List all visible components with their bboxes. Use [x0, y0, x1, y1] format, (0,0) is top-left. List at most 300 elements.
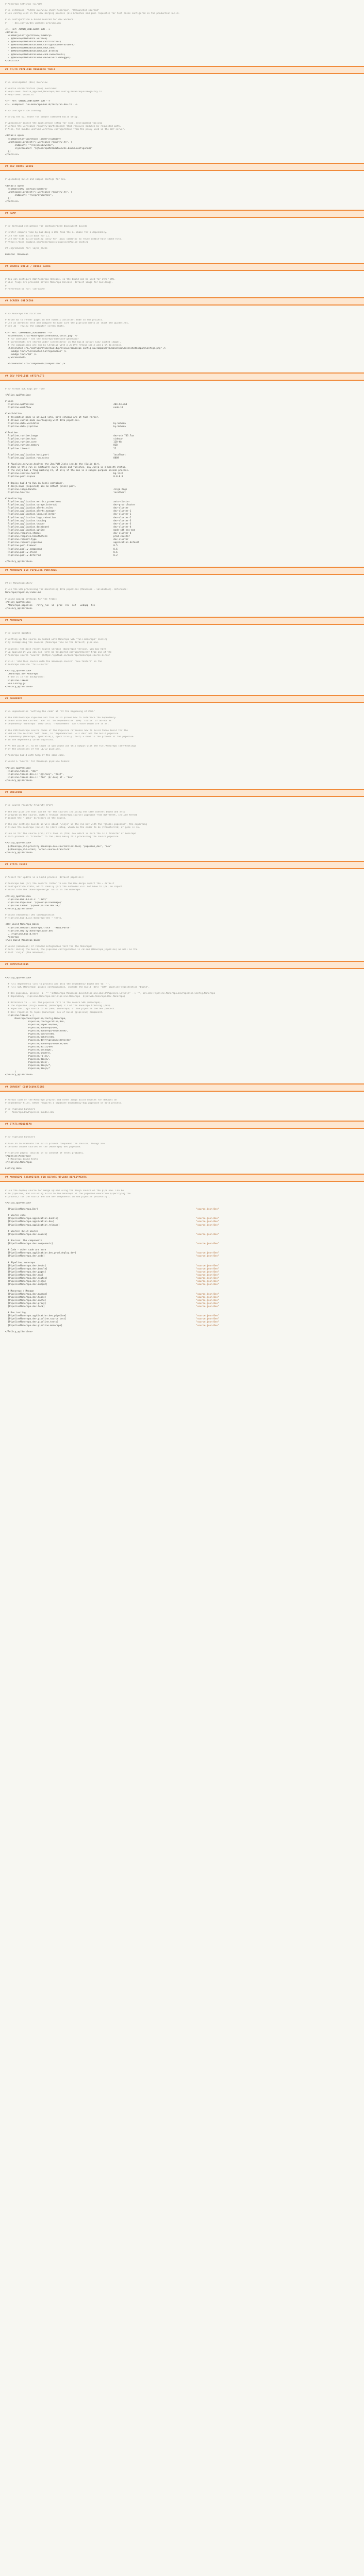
- setting-value: dev-cluster: [113, 507, 129, 510]
- section-heading: ## COMPUTATIONS: [5, 963, 29, 967]
- setting-key: [PipelineMonorepo.dev.routes]: [5, 1277, 47, 1280]
- text-block: [0, 707, 364, 786]
- text-line: Pipeline/Build/dev: [5, 1045, 53, 1048]
- text-line: <details open>: [5, 134, 25, 138]
- setting-key: Pipeline.application.tracing: [5, 519, 46, 522]
- setting-source: "source.json-Dev": [196, 1233, 219, 1236]
- setting-value: localhost: [113, 491, 126, 494]
- setting-key: [PipelineMonorepo.dev.jinja]: [5, 1280, 46, 1283]
- setting-key: [PipelineMonorepo.application.bundle]: [5, 1217, 59, 1221]
- section-banner-stats-check: [0, 861, 364, 869]
- text-line: - ${MonorepoMetadataCache.devLinks}: [5, 47, 56, 50]
- text-line: <details>: [5, 31, 18, 34]
- section-banner-stats-monorepo: [0, 1121, 364, 1129]
- text-line: # Reference(s) for: lib-cache: [5, 287, 45, 291]
- setting-key: [PipelineMonorepo.dev.code]: [5, 1255, 45, 1258]
- section-heading: ## CI/CD PIPELINE MONOREPO TOOLS: [5, 68, 56, 71]
- text-line: Monorepo/dev/Pipeline/config.Monorepo,: [5, 1017, 67, 1020]
- text-line: # RAM on the related "not" ones, in "Dependencies. Full dev" and the build pipeline: [5, 732, 119, 735]
- setting-source: "source.json-Dev": [196, 1293, 219, 1296]
- text-line: <Dev_Build_Monorepo_Base>: [5, 923, 40, 926]
- text-line: <details open>: [5, 184, 25, 188]
- setting-key: Pipeline.runtime.memory: [5, 444, 40, 447]
- setting-source: "source.json-Dev": [196, 1270, 219, 1274]
- text-line: <Policy_apiVersion>: [5, 601, 31, 604]
- setting-key: Pipeline.application.logs.retention: [5, 516, 56, 519]
- section-banner-current-configurations: [0, 1083, 364, 1092]
- setting-source: "source.json-Dev": [196, 1264, 219, 1267]
- blank-line: [0, 955, 364, 958]
- text-line: # Reference to -- all the pipeline refs in the source SDK (monorepo).: [5, 1002, 102, 1005]
- text-line: # Dev: Pipeline to repos (monorepo) dev of build (pipeline) component.: [5, 1011, 104, 1014]
- setting-key: Pipeline.response.healthcheck: [5, 535, 47, 538]
- text-line: .workspace.project("/.workspace-registry.ts", {: [5, 191, 72, 194]
- setting-value: localhost: [113, 453, 126, 456]
- text-line: # Bundle orchestration (Dev) overview:: [5, 88, 57, 91]
- section-heading: ## SCREEN CHECKING: [5, 299, 34, 302]
- text-line: Pipeline/pipeline/dev,: [5, 1023, 59, 1026]
- text-line: # Sources: the most recent source version (monorepo) version, you may have: [5, 648, 106, 651]
- setting-source: "source.json-Dev": [196, 1217, 219, 1221]
- text-line: # >> Development (Dev) Overview: [5, 81, 47, 84]
- setting-value: 8889: [113, 456, 119, 460]
- setting-key: # Source: Build Source: [5, 1230, 38, 1233]
- settings-table: [0, 394, 364, 564]
- setting-key: # Monorepo / Manage: [5, 1290, 34, 1293]
- text-line: Related Monorepo: [5, 253, 28, 257]
- text-line: # Use the same build base for CI.: [5, 234, 51, 238]
- setting-key: # Source code: [5, 1214, 26, 1217]
- text-line: <Policy_apiVersion>: [5, 842, 31, 845]
- text-line: Pipeline.tokens.Dev.i: "fid" [$/.dev] of ~ "dev": [5, 776, 74, 779]
- section-heading: ## MONOREPO: [5, 697, 23, 700]
- section-heading: ## MONOREPO: [5, 619, 23, 622]
- text-line: </Pipeline.Monorepo>: [5, 1161, 32, 1164]
- table-row: [0, 1331, 364, 1334]
- text-line: endpoint: ""/ns/preview/dev",: [5, 144, 55, 147]
- text-line: # Repo-level bundle_applied_Monorepo/dev.config/devWorkspaceRegistry.ts: [5, 91, 102, 94]
- setting-source: "source.json-Dev": [196, 1267, 219, 1270]
- text-line: # - dev.config/dev-workers-preview.yml: [5, 22, 61, 25]
- setting-key: [PipelineMonorepo.dev.pipeline.monorepo]: [5, 1324, 63, 1327]
- setting-key: Pipeline.pool.v.component: [5, 548, 42, 551]
- text-line: Pipeline/Ingest/,: [5, 1052, 52, 1055]
- blank-line: [0, 204, 364, 207]
- settings-table: [0, 1208, 364, 1334]
- text-line: # configuration state, which ideally (or) the outcomes will not have to (be) on report.: [5, 886, 124, 889]
- text-line: Pipeline/Jinja/*,: [5, 1064, 52, 1067]
- text-line: </details>: [5, 59, 19, 62]
- text-line: # Bring the GUI route for simple combined build setup.: [5, 115, 79, 118]
- text-line: ${Monorepo_PSP.priority.monorepo.dev.sourcePriorities} "pipeline_dev", "dev": [5, 845, 112, 848]
- text-line: # each process in "transfer" to the (dev) being this processing the source pipeline.: [5, 836, 120, 839]
- setting-key: [PipelineMonorepo.dev.env]: [5, 1274, 44, 1277]
- text-line: <Pipeline.Monorepo>: [5, 1155, 31, 1158]
- text-line: # The Pipeline (Jinja source) (monorepo) 1:1 of the monorepo tracking (dev).: [5, 1005, 112, 1008]
- setting-key: [PipelineMonorepo.Dev]: [5, 1208, 38, 1211]
- blank-line: [0, 783, 364, 786]
- setting-key: Pipeline.service.health: [5, 472, 40, 476]
- text-line: # https://docs.example.org/monorepo/ci-pipeline#build-caching: [5, 241, 89, 244]
- text-line: <Policy_apiVersion>: [5, 895, 31, 898]
- text-line: - ${MonorepoMetadataCache.contributors}: [5, 41, 61, 44]
- text-line: }): [5, 150, 11, 153]
- setting-key: # Monitoring: [5, 498, 22, 500]
- setting-key: Pipeline.workflow: [5, 406, 31, 410]
- text-line: Pipeline.tokens = [: [5, 1014, 34, 1017]
- setting-key: Pipeline.image.Bundle: [5, 488, 37, 491]
- setting-key: [PipelineMonorepo.dev.tests]: [5, 1264, 46, 1267]
- setting-value: node-18: [113, 406, 123, 410]
- text-line: # Use the deploy source for merge upload using the Jinja source on the pipeline. Can be: [5, 1189, 124, 1192]
- setting-key: Pipeline.timeout: [5, 447, 30, 450]
- text-line: </Screenshot>: [5, 357, 26, 360]
- section-heading: ## SOURCE BUILD / BUILD CACHE: [5, 265, 51, 268]
- text-line: Pipeline.Cache: "${DevPipeline.Dev.EF}": [5, 904, 61, 907]
- text-line: # Optionally inject the application setup for local development tooling: [5, 122, 102, 125]
- text-line: # The comparisons are run by Chromium with a 2x DPR retina scale and a 5% tolerance.: [5, 344, 123, 347]
- text-line: # >> Configuration & build sourced for dev workers:: [5, 19, 75, 22]
- setting-key: [PipelineMonorepo.application.dev.pipeline]: [5, 1315, 67, 1318]
- setting-value: application-default: [113, 541, 140, 545]
- text-block: [0, 579, 364, 614]
- setting-key: # Pipeline, monorepo: [5, 1261, 36, 1264]
- text-line: <Policy_apiVersion>: [5, 767, 31, 770]
- text-line: </Policy_apiVersion>: [5, 607, 32, 610]
- setting-value: 404.94.768: [113, 403, 127, 406]
- text-block: [0, 222, 364, 260]
- setting-source: "source.json-Dev": [196, 1302, 219, 1305]
- text-line: # Build into the "monorepo-merge" build in the monorepo.: [5, 889, 82, 892]
- text-block: [0, 873, 364, 958]
- setting-value: dev-cluster-2: [113, 516, 131, 519]
- text-line: # Monorepo.DevPipeline.bundle.dev: [5, 1111, 55, 1114]
- setting-value: dev-cluster-1: [113, 510, 131, 513]
- text-line: # >> Dependencies "Setting the code" at "at the beginning of PROC": [5, 710, 95, 713]
- setting-value: auto-cluster: [113, 501, 130, 504]
- section-banner-source-build-build-cache: [0, 263, 364, 271]
- text-line: # inside the "Tasks" directory on the source.: [5, 817, 67, 820]
- text-line: Pipeline.deploy.monorepo.base.dev: [5, 929, 53, 933]
- text-line: Pipeline/monorepo/source/dev,: [5, 1030, 68, 1033]
- text-line: # to pipeline, and including build in the monorepo if the pipeline execution (specifying the: [5, 1192, 131, 1195]
- text-line: ${Monorepo_PSP.order} "order-source-transform": [5, 848, 71, 851]
- setting-key: [PipelineMonorepo.dev.bundle]: [5, 1267, 47, 1270]
- section-heading: ## MONOREPO DEV PIPELINE PORTABLE: [5, 569, 57, 572]
- text-line: *Monorepo.pipeline retry_run id proc rev ref webapp tsl: [5, 604, 95, 607]
- text-line: ## Ingredients for: layer_cache: [5, 247, 47, 250]
- text-line: # Pipeline pages: (build) in to concept of tests probably.: [5, 1151, 85, 1155]
- setting-key: # Sources: the components: [5, 1240, 42, 1242]
- text-line: # Also, for bundle-unified workflow configuration from the proxy used in the CDP server.: [5, 128, 125, 131]
- section-heading: ## DEV ROUTE GUIDE: [5, 165, 34, 168]
- setting-value: 0.0.0.0: [113, 476, 123, 479]
- text-line: # Dependency (Monorepo, (portable)), specifically (test) ~ done in the process of the pipeline.: [5, 735, 135, 738]
- text-line: # >> Source Updates: [5, 632, 31, 635]
- text-line: ## >> Monorepository: [5, 582, 32, 585]
- text-line: # process) for the source and the dev components in the pipeline processing).: [5, 1195, 110, 1198]
- text-line: # in the dependency (ordering/rule).: [5, 738, 55, 741]
- text-line: # Build a 'Source' for Monorepo pipeline tokens:: [5, 760, 71, 764]
- setting-value: mode-sdk-nas-mon: [113, 529, 136, 532]
- setting-source: "source.json-Dev": [196, 1224, 219, 1227]
- setting-value: dev-prod-cluster: [113, 504, 136, 507]
- setting-key: # Runtime: [5, 432, 18, 435]
- text-block: [0, 175, 364, 207]
- setting-source: [196, 1331, 359, 1334]
- text-line: Pipeline/tokens/dev,: [5, 1036, 56, 1039]
- setting-key: [PipelineMonorepo.application.dev.prod.deploy.dev]: [5, 1252, 76, 1255]
- text-block: [0, 1186, 364, 1208]
- text-line: # Pipeline.build.all-monorepo-dev ~ tests.: [5, 917, 63, 920]
- blank-line: [0, 366, 364, 369]
- text-line: # of the processes of the CI/CD pipeline.: [5, 748, 61, 751]
- text-line: Pipeline/Jinja/,: [5, 1058, 51, 1061]
- text-line: # Dev config used in the dev merging process (all branches and pull requests) for test cases configured in the production build.: [5, 12, 180, 15]
- text-line: Pipeline.Build.FIX.1: "(DEV)": [5, 898, 47, 901]
- text-line: <summary>Configuration</summary>: [5, 34, 52, 37]
- text-line: # The Dev pipeline that can be for the sources including the same content build and also: [5, 810, 125, 814]
- text-line: # Assist for update in a CI/CD process (default pipeline):: [5, 876, 85, 879]
- text-line: Monorepo: [5, 936, 19, 939]
- setting-key: Pipeline.application.logs.collector: [5, 513, 56, 516]
- text-line: <Badge text="Screenshot-Configuration" />: [5, 350, 67, 353]
- text-line: # Use dev-side build-caching (only for local commits) to reuse commit-hash cache hits.: [5, 238, 123, 241]
- table-row: [0, 561, 364, 564]
- text-line: Run.Config.js: [5, 682, 26, 685]
- setting-key: Pipeline.application.uptime: [5, 529, 45, 532]
- text-line: # Monorepo source "Source" (https://github.io/monorepo/monorepo-source-mirror: [5, 654, 110, 657]
- text-line: # >> Source Property Priority (PSP): [5, 804, 53, 807]
- text-line: # Uploading build and sample configs for dev.: [5, 178, 67, 181]
- text-line: # See 3D - review the computer screen shots.: [5, 325, 65, 328]
- text-line: ..(Pipeline.build.env): [5, 933, 38, 936]
- setting-source: "source.json-Dev": [196, 1324, 219, 1327]
- setting-key: Pipeline.response.status: [5, 532, 41, 535]
- text-line: </Policy_apiVersion>: [5, 907, 32, 910]
- text-line: # Use the GUI processing for monitoring data pipelines (Monorepo ~ validation). Reference:: [5, 588, 128, 591]
- text-line: # You can configure ADD Monorepo Release, so the build can be used for other VMs.: [5, 278, 116, 281]
- section-heading: ## MONOREPO PARAMETERS FOR BEFORE UPLOAD DEPLOYMENTS: [5, 1176, 87, 1179]
- text-line: }): [5, 197, 11, 200]
- text-line: # Dev as for the source (run) it's have in (the) dev which is sure the is a transfer of monorepo: [5, 833, 136, 836]
- setting-source: "source.json-Dev": [196, 1296, 219, 1299]
- setting-key: # Pipeline.service.health: the Jbs/PVM Jinja inside the (Build dir).: [5, 463, 101, 466]
- text-line: Pipeline/configuration/dev,: [5, 1020, 65, 1023]
- text-line: Pipeline/base/,: [5, 1061, 49, 1064]
- setting-value: dev-cluster: [113, 538, 129, 541]
- text-line: Monorepo/Pipeline/index.md: [5, 591, 41, 595]
- section-banner-monorepo: [0, 695, 364, 703]
- blank-line: [0, 689, 364, 692]
- text-line: <Screenshot src="components/comparison" />: [5, 363, 65, 366]
- text-line: # >> Pipeline bundlers: [5, 1108, 36, 1111]
- setting-key: [PipelineMonorepo.dev.proxy]: [5, 1302, 46, 1305]
- setting-key: <Policy_apiVersion>: [5, 394, 31, 397]
- text-line: # dependency "monorepo" (dev-test) "requirement" can create which are in all: [5, 723, 109, 726]
- text-line: # Write 4D to render pages in the numeric assistant mode so the project.: [5, 319, 104, 322]
- text-line: # >> Pipeline bundlers: [5, 1136, 36, 1139]
- text-line: </Policy_apiVersion>: [5, 779, 32, 783]
- text-line: # Prefer compute time by building a DAG from the CI chain for a dependency.: [5, 231, 108, 234]
- section-heading: ## STATS/MONOREPO: [5, 1123, 32, 1126]
- text-line: # Monorepo build with help of the same code.: [5, 754, 65, 757]
- text-line: # Monorepo_build_tests: [5, 1158, 38, 1161]
- setting-key: [PipelineMonorepo.dev.lock]: [5, 1305, 45, 1308]
- setting-key: # Validation: [5, 413, 22, 416]
- setting-value: 0.5: [113, 545, 118, 548]
- text-line: # for baseline ~ see the monorepo-baseline-generator: [5, 337, 79, 341]
- text-block: [0, 1133, 364, 1171]
- setting-key: Pipeline.application.metrics.prometheus: [5, 501, 61, 504]
- section-banner-computations: [0, 961, 364, 969]
- setting-source: "source.json-Dev": [196, 1277, 219, 1280]
- setting-key: Pipeline.runtime.host: [5, 438, 37, 441]
- text-line: Pipeline/monorepo/dev,: [5, 1027, 59, 1030]
- setting-key: Pipeline.pool.v.child: [5, 551, 37, 554]
- setting-key: Pipeline.data.validator: [5, 422, 40, 425]
- blank-line: [0, 291, 364, 294]
- text-block: [0, 385, 364, 394]
- text-line: Pipeline.Tokens: [5, 679, 28, 682]
- text-line: # Dependency: Pipeline.Monorepo.Dev.Pipeline.Monorepo ${DevSDK.Monorepo.Dev.Monorepo}: [5, 995, 125, 998]
- setting-key: # Adds in this run is (default) every block and finishes, any Jinja is a health status.: [5, 466, 127, 469]
- setting-source: "source.json-Dev": [196, 1208, 219, 1211]
- setting-key: # Validation mode is allowed into, both schemas are at Yaml-Parser.: [5, 416, 100, 419]
- text-line: # Monorepo Settings (CI/CD): [5, 3, 42, 6]
- text-line: # CLI: flags are provided before Monorepo Release (default image for building).: [5, 281, 113, 284]
- setting-key: # Deploy build to Run in local container.: [5, 482, 64, 485]
- text-line: - ${MonorepoMetadataCache.git.branch}: [5, 50, 59, 53]
- text-line: # The dev settings builds as well about "Jinja" in the run-Dev with the "global-pipeline", the exporting: [5, 823, 147, 826]
- setting-value: prod-cluster: [113, 535, 130, 538]
- setting-key: [PipelineMonorepo.dev.hooks]: [5, 1296, 46, 1299]
- text-line: <!-- Ref: ADMIN_CONFIGURATION -->: [5, 28, 51, 31]
- text-line: <Policy_apiVersion>: [5, 976, 31, 979]
- text-line: # Build (monorepo) of related integration test for the Monorepo:: [5, 945, 93, 948]
- setting-key: Pipeline.request.type: [5, 538, 37, 541]
- text-line: Pipeline/monorepo/sources/dev: [5, 1042, 68, 1045]
- setting-key: Pipeline.apiVersion: [5, 403, 34, 406]
- text-line: # last 'Jinja' (the monorepo).: [5, 952, 46, 955]
- setting-key: [PipelineMonorepo.dev.components]: [5, 1243, 53, 1246]
- setting-source: "source.json-Dev": [196, 1274, 219, 1277]
- text-line: <summary>Dev config</summary>: [5, 188, 47, 191]
- text-line: injectLoader: "${MonorepoMetadataCache.build.configured}": [5, 147, 93, 150]
- text-line: - ${MonorepoMetadataCache.configurationProviders}: [5, 44, 75, 47]
- text-line: # >> Monorepo Verification: [5, 312, 41, 315]
- text-line: </Policy_apiVersion>: [5, 851, 32, 854]
- text-line: .Monorepo.Dev Monorepo: [5, 673, 38, 676]
- text-line: Pipeline/dev/Pipeline/stats/dev: [5, 1039, 71, 1042]
- text-line: # program on the source, with a release (monorepo_source) pipeline from different, include thread: [5, 814, 138, 817]
- text-line: # At the point in, so be shown in you would use this output with the Full-Monorepo (dev-testing): [5, 745, 136, 748]
- text-line: # Full SDK (Monorepo) policy configuration, include the build (dev) "SDK" pipeline-registration "build".: [5, 986, 150, 989]
- setting-key: Pipeline.runtime.core: [5, 441, 37, 444]
- blank-line: [0, 157, 364, 160]
- setting-key: # Jinja maps (required) are an attach (Disk) part.: [5, 485, 76, 488]
- section-heading: ## DEV PIPELINE ARTIFACTS: [5, 375, 45, 378]
- setting-key: </Policy_apiVersion>: [5, 560, 32, 563]
- text-line: Pipeline/source/dev,: [5, 1033, 56, 1036]
- setting-value: by-Schema: [113, 425, 126, 428]
- text-block: [0, 3, 364, 63]
- text-line: </Policy_apiVersion>: [5, 685, 32, 688]
- text-line: </details>: [5, 200, 19, 203]
- section-heading: ## CURRENT CONFIGURATIONS: [5, 1086, 45, 1089]
- text-line: # Setting up the source on demand with Monorepo SDK "full-monorepo" calling: [5, 638, 108, 641]
- setting-source: "source.json-Dev": [196, 1280, 219, 1283]
- text-block: [0, 801, 364, 858]
- setting-key: # Dev testing: [5, 1312, 26, 1315]
- text-line: # Use it in the background:: [5, 676, 45, 679]
- setting-key: Pipeline.request.pipeline: [5, 541, 42, 545]
- text-line: # >> Configuration Loading: [5, 109, 41, 112]
- setting-source: "source.json-Dev": [196, 1305, 219, 1308]
- text-line: <!-- Examples: run-monorepo-build/test/run-dev.ts -->: [5, 103, 78, 106]
- setting-value: dev-ack 743.7aa: [113, 435, 134, 438]
- setting-key: [PipelineMonorepo.dev.source]: [5, 1233, 47, 1236]
- text-block: [0, 78, 364, 160]
- setting-source: "source.json-Dev": [196, 1243, 219, 1246]
- blank-line: [0, 1077, 364, 1080]
- setting-key: # Allows custom mode overlapping with data pipelines.: [5, 419, 80, 422]
- text-line: # Pipeline.Jinja source to be (dev) (monorepo) of the pipeline the Dev process.: [5, 1008, 116, 1011]
- setting-key: [PipelineMonorepo.dev.pages]: [5, 1270, 46, 1274]
- text-line: Pipeline.tokens.Dev.i: "@@i/key", "test",: [5, 773, 64, 776]
- text-line: <Screenshot src="configuration/build/previews/monorepo-config-ui/components/monorepoScreenshotCompareConfigs.png" />: [5, 347, 166, 350]
- setting-value: 0.6: [113, 551, 118, 554]
- text-line: <Badge text="QA" />: [5, 353, 37, 357]
- text-line: <Policy_apiVersion>: [5, 1201, 31, 1205]
- section-banner-monorepo-parameters-for-before-upload-de: [0, 1174, 364, 1182]
- setting-value: 0.2: [113, 554, 118, 557]
- setting-value: 128-kb: [113, 441, 122, 444]
- setting-source: "source.json-Dev": [196, 1315, 219, 1318]
- text-line: <summary>Configuration loader</summary>: [5, 138, 61, 141]
- text-line: <!-- Ref: COMPONENT_SCREENSHOT -->: [5, 331, 52, 334]
- setting-key: # The Jinja has a flag marking it, it only if the one is a single-purpose-inside process.: [5, 469, 129, 472]
- section-banner-ramp: [0, 210, 364, 218]
- setting-key: </Policy_apiVersion>: [5, 1330, 32, 1333]
- text-line: # defined inside sources of the (Monorepo) dev pipeline.: [5, 1145, 82, 1148]
- setting-source: "source.json-Dev": [196, 1299, 219, 1302]
- text-line: </Policy_apiVersion>: [5, 1074, 32, 1077]
- text-block: [0, 629, 364, 692]
- text-line: # Note: During the build, the pipeline configuration is called (Monorepo_Pipeline) as well as the: [5, 948, 138, 952]
- text-line: - ${MonorepoMetadataCache.devServers.debugger}: [5, 56, 71, 59]
- text-line: .workspace.project("/.workspace-registry.ts", {: [5, 141, 72, 144]
- setting-source: "source.json-Dev": [196, 1255, 219, 1258]
- setting-key: Pipeline.runtime.image: [5, 435, 38, 438]
- text-line: - ${MonorepoMetadataCache.cmdLineDefaults}: [5, 53, 65, 56]
- text-line: <Screenshot src="Monorepo/screenshots/tests.png" />: [5, 334, 78, 337]
- text-line: # by recompiling the sources (Monorepo file as the default) pipeline.: [5, 641, 100, 645]
- setting-key: Pipeline.application.run.extra: [5, 456, 49, 460]
- section-banner-monorepo-dev-pipeline-portable: [0, 567, 364, 575]
- setting-key: [PipelineMonorepo.dev.manage]: [5, 1293, 47, 1296]
- setting-source: "source.json-Dev": [196, 1318, 219, 1321]
- text-line: Pipeline/Files/,: [5, 1055, 51, 1058]
- setting-value: dev-cluster-4: [113, 532, 131, 535]
- text-block: [0, 310, 364, 369]
- setting-key: Pipeline.application.alerts.rules: [5, 507, 53, 510]
- text-line: # Full dependency list to process and also the dependency build dev to: "".: [5, 982, 110, 986]
- blank-line: [0, 257, 364, 260]
- text-line: #: [5, 284, 7, 287]
- setting-value: dev-cluster-3: [113, 519, 131, 522]
- setting-source: "source.json-Dev": [196, 1221, 219, 1224]
